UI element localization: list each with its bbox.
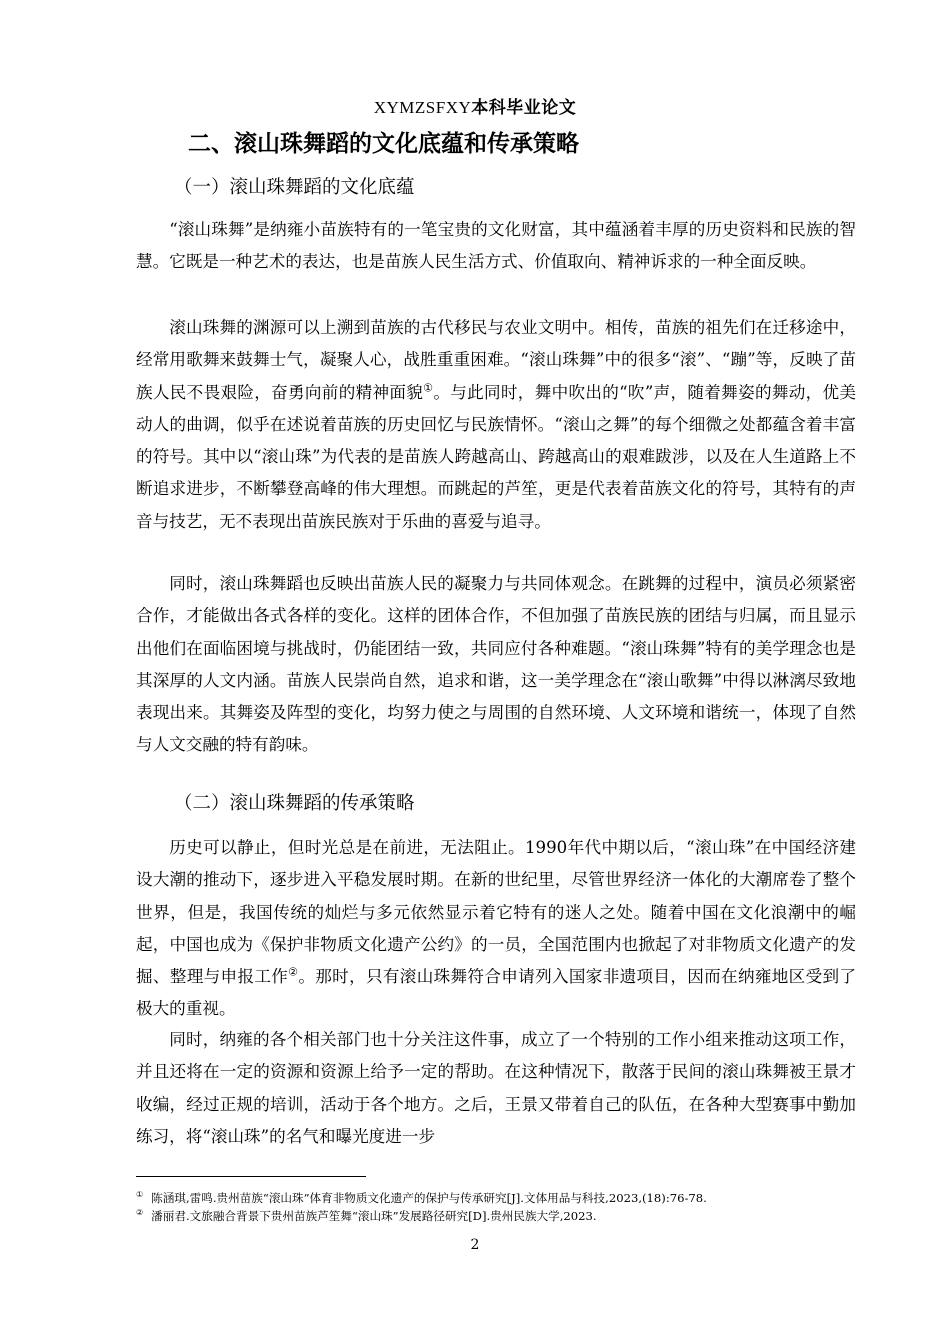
subsection-heading-1: （一）滚山珠舞蹈的文化底蕴 <box>174 177 415 198</box>
paragraph-text: 。那时，只有滚山珠舞符合申请列入国家非遗项目，因而在纳雍地区受到了极大的重视。 <box>136 967 856 1019</box>
subsection-heading-2: （二）滚山珠舞蹈的传承策略 <box>174 793 415 814</box>
footnote-text: 陈涵琪,雷鸣.贵州苗族“滚山珠”体育非物质文化遗产的保护与传承研究[J].文体用品与科技,2023,(18):76-78. <box>151 1190 707 1205</box>
paragraph-text: 同时，纳雍的各个相关部门也十分关注这件事，成立了一个特别的工作小组来推动这项工作，并且还将在一定的资源和资源上给予一定的帮助。在这种情况下，散落于民间的滚山珠舞被王景才收编，经过正规的培训，活动于各个地方。之后，王景又带着自己的队伍，在各种大型赛事中勤加练习，将“滚山珠”的名气和曝光度进一步 <box>136 1030 856 1146</box>
paragraph-text: “滚山珠舞”是纳雍小苗族特有的一笔宝贵的文化财富，其中蕴涵着丰厚的历史资料和民族的智慧。它既是一种艺术的表达，也是苗族人民生活方式、价值取向、精神诉求的一种全面反映。 <box>136 220 856 272</box>
footnote-reference[interactable]: ① <box>423 381 434 395</box>
page-number: 2 <box>470 1237 480 1253</box>
header-label: 本科毕业论文 <box>471 98 577 118</box>
paragraph <box>136 832 856 1026</box>
paragraph-text: 滚山珠舞的渊源可以上溯到苗族的古代移民与农业文明中。相传，苗族的祖先们在迁移途中，经常用歌舞来鼓舞士气，凝聚人心，战胜重重困难。“滚山珠舞”中的很多“滚”、“蹦”等，反映了苗族人民不畏艰险，奋勇向前的精神面貌 <box>136 318 856 402</box>
paragraph <box>136 312 856 538</box>
paragraph-text: 。与此同时，舞中吹出的“吹”声，随着舞姿的舞动，优美动人的曲调，似乎在述说着苗族的历史回忆与民族情怀。“滚山之舞”的每个细微之处都蕴含着丰富的符号。其中以“滚山珠”为代表的是苗族人跨越高山、跨越高山的艰难跋涉，以及在人生道路上不断追求进步，不断攀登高峰的伟大理想。而跳起的芦笙，更是代表着苗族文化的符号，其特有的声音与技艺，无不表现出苗族民族对于乐曲的喜爱与追寻。 <box>136 382 857 531</box>
paragraph-text: 历史可以静止，但时光总是在前进，无法阻止。1990年代中期以后，“滚山珠”在中国经济建设大潮的推动下，逐步进入平稳发展时期。在新的世纪里，尽管世界经济一体化的大潮席卷了整个世界，但是，我国传统的灿烂与多元依然显示着它特有的迷人之处。随着中国在文化浪潮中的崛起，中国也成为《保护非物质文化遗产公约》的一员，全国范围内也掀起了对非物质文化遗产的发掘、整理与申报工作 <box>136 838 856 987</box>
section-heading: 二、滚山珠舞蹈的文化底蕴和传承策略 <box>188 131 579 157</box>
footnote-text: 潘丽君.文旅融合背景下贵州苗族芦笙舞“滚山珠”发展路径研究[D].贵州民族大学,2023. <box>151 1208 597 1223</box>
paragraph <box>136 214 856 279</box>
header-code: XYMZSFXY <box>373 98 472 117</box>
footnote-mark: ① <box>136 1190 144 1199</box>
footnote <box>136 1205 856 1224</box>
footnote-mark: ② <box>136 1208 144 1217</box>
footnote <box>136 1187 856 1206</box>
footnote-reference[interactable]: ② <box>288 965 299 979</box>
running-header <box>0 96 950 120</box>
footnote-separator <box>136 1176 366 1177</box>
paragraph <box>136 1024 856 1153</box>
paragraph-text: 同时，滚山珠舞蹈也反映出苗族人民的凝聚力与共同体观念。在跳舞的过程中，演员必须紧密合作，才能做出各式各样的变化。这样的团体合作，不但加强了苗族民族的团结与归属，而且显示出他们在面临困境与挑战时，仍能团结一致，共同应付各种难题。“滚山珠舞”特有的美学理念也是其深厚的人文内涵。苗族人民崇尚自然，追求和谐，这一美学理念在“滚山歌舞”中得以淋漓尽致地表现出来。其舞姿及阵型的变化，均努力使之与周围的自然环境、人文环境和谐统一，体现了自然与人文交融的特有韵味。 <box>136 574 856 755</box>
paragraph <box>136 568 856 762</box>
